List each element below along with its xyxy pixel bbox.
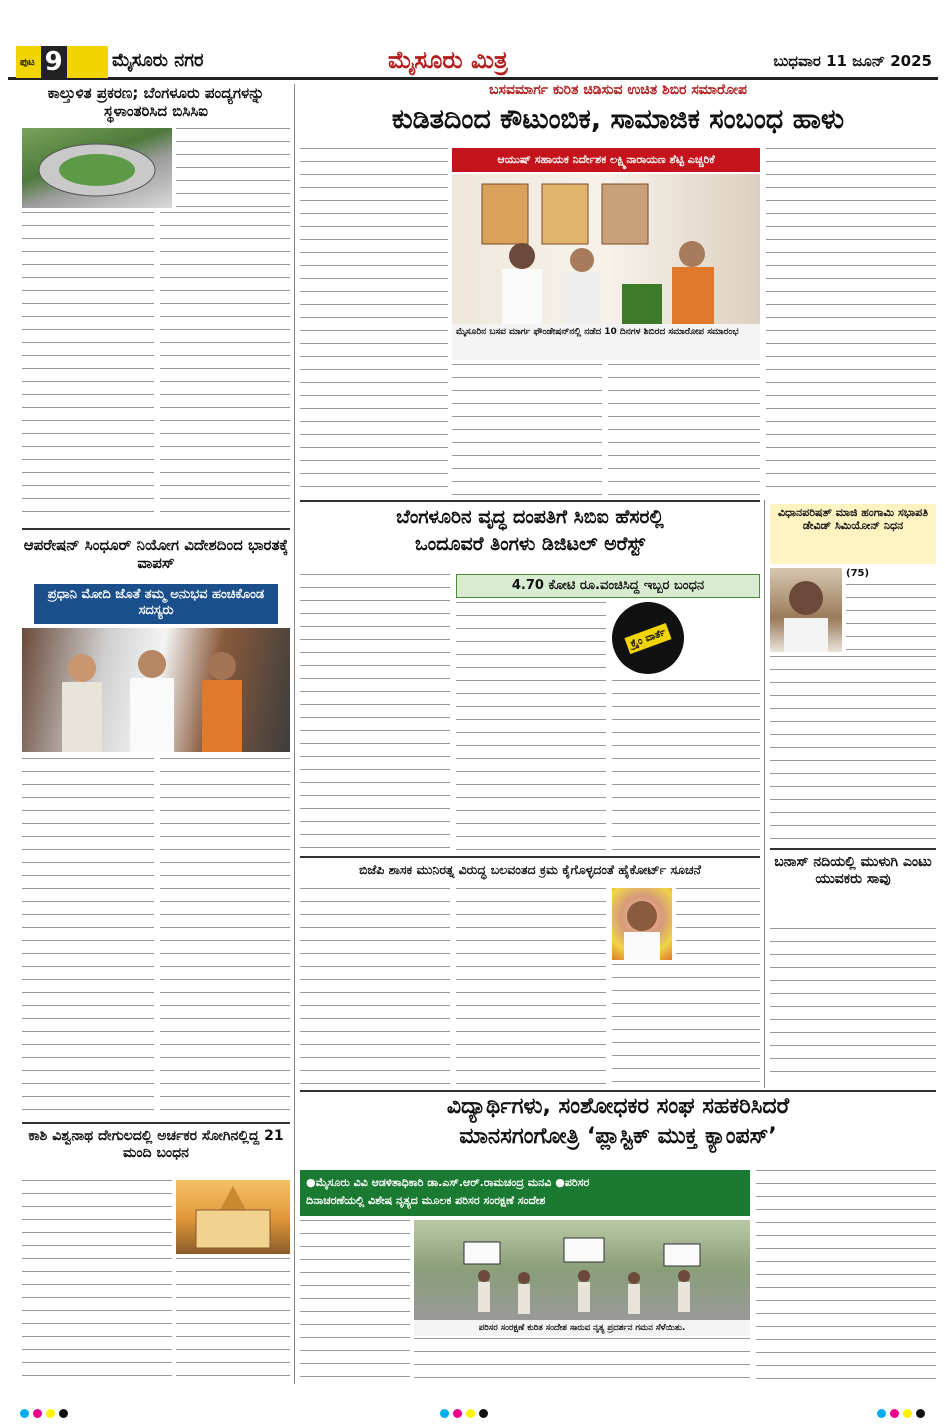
page-label: ಪುಟ [20,56,35,68]
plastic-headline-box [300,1094,936,1166]
section-name: ಮೈಸೂರು ನಗರ [112,50,204,71]
obit-age-box [846,568,936,580]
lead-headline: ಕುಡಿತದಿಂದ ಕೌಟುಂಬಿಕ, ಸಾಮಾಜಿಕ ಸಂಬಂಧ ಹಾಳು [391,104,845,135]
arrest-body-a [300,574,450,850]
kashi-temple-photo [176,1180,290,1254]
kashi-headline-box [22,1128,290,1176]
crime-badge [612,602,684,674]
lead-event-photo [452,174,760,324]
stadium-photo [22,128,172,208]
river-headline: ಬನಾಸ್ ನದಿಯಲ್ಲಿ ಮುಳುಗಿ ಎಂಟು ಯುವಕರು ಸಾವು [774,854,932,887]
temple-illustration [176,1180,290,1254]
plastic-green-line1: ●ಮೈಸೂರು ವಿವಿ ಆಡಳಿತಾಧಿಕಾರಿ ಡಾ.ಎಸ್.ಆರ್.ರಾಮಚಂದ್ರ ಮನವಿ ●ಪರಿಸರ [306,1176,590,1189]
stadium-illustration [22,128,172,208]
divider [22,528,290,530]
bjp-body-b [456,888,606,1084]
divider [300,1090,936,1092]
lead-photo-caption: ಮೈಸೂರಿನ ಬಸವ ಮಾರ್ಗ ಫೌಂಡೇಷನ್‌ನಲ್ಲಿ ನಡೆದ 10 ದಿನಗಳ ಶಿಬಿರದ ಸಮಾರೋಪ ಸಮಾರಂಭ [452,324,760,360]
registration-marks [440,1409,488,1418]
plastic-body-a [300,1220,410,1380]
obit-portrait [770,568,842,652]
lead-body-b [452,364,602,496]
lead-photo-banner: ಆಯುಷ್ ಸಹಾಯಕ ನಿರ್ದೇಶಕ ಲಕ್ಷ್ಮಿನಾರಾಯಣ ಶೆಟ್ಟಿ ಎಚ್ಚರಿಕೆ [452,148,760,172]
registration-marks [877,1409,925,1418]
sindoor-body-a [22,758,154,1118]
obit-body-b [770,656,936,844]
lead-body-c [608,364,760,496]
arrest-headline-box [300,506,760,570]
obit-headline: ವಿಧಾನಪರಿಷತ್ ಮಾಜಿ ಹಂಗಾಮಿ ಸಭಾಪತಿ ಡೇವಿಡ್ ಸಿಮಿಯೋನ್ ನಿಧನ [777,506,929,533]
plastic-green-line2: ದಿನಾಚರಣೆಯಲ್ಲಿ ವಿಶೇಷ ನೃತ್ಯದ ಮೂಲಕ ಪರಿಸರ ಸಂರಕ್ಷಣೆ ಸಂದೇಶ [306,1194,546,1207]
masthead [8,44,938,80]
sindoor-headline: ಆಪರೇಷನ್ ಸಿಂಧೂರ್ ನಿಯೋಗ ವಿದೇಶದಿಂದ ಭಾರತಕ್ಕೆ ವಾಪಸ್ [23,536,289,572]
lead-photo-banner-box [452,148,760,172]
divider [300,500,760,502]
crime-badge-label: ಕ್ರೈಂ ವಾರ್ತೆ [624,622,671,653]
issue-date: ಬುಧವಾರ 11 ಜೂನ್ 2025 [773,52,932,70]
column-rule [294,84,295,1384]
sindoor-body-b [160,758,290,1118]
arrest-headline-line1: ಬೆಂಗಳೂರಿನ ವೃದ್ಧ ದಂಪತಿಗೆ ಸಿಬಿಐ ಹೆಸರಲ್ಲಿ [396,506,664,528]
sindoor-delegation-photo [22,628,290,752]
registration-marks [20,1409,68,1418]
arrest-subhead: 4.70 ಕೋಟಿ ರೂ.ವಂಚಿಸಿದ್ದ ಇಬ್ಬರ ಬಂಧನ [511,578,705,593]
stadium-story-headline-box [22,84,290,124]
divider [300,856,760,858]
portrait-illustration [612,888,672,960]
plastic-body-b [414,1338,750,1380]
arrest-body-b [456,602,606,850]
river-headline-box [770,854,936,924]
bjp-body-a [300,888,450,1084]
paper-name: ಮೈಸೂರು ಮಿತ್ರ [388,46,508,74]
kashi-headline: ಕಾಶಿ ವಿಶ್ವನಾಥ ದೇಗುಲದಲ್ಲಿ ಅರ್ಚಕರ ಸೋಗಿನಲ್ಲಿದ್ದ 21 ಮಂದಿ ಬಂಧನ [28,1128,284,1161]
bjp-body-d [612,964,760,1084]
arrest-headline-line2: ಒಂದೂವರೆ ತಿಂಗಳು ಡಿಜಿಟಲ್ ಅರೆಸ್ಟ್ [414,532,646,555]
people-illustration [22,628,290,752]
obit-age: (75) [846,568,870,579]
plastic-photo-caption: ಪರಿಸರ ಸಂರಕ್ಷಣೆ ಕುರಿತ ಸಂದೇಶ ಸಾರುವ ನೃತ್ಯ ಪ್ರದರ್ಶನ ಗಮನ ಸೆಳೆಯಿತು. [414,1320,750,1336]
sindoor-subhead: ಪ್ರಧಾನಿ ಮೋದಿ ಜೊತೆ ತಮ್ಮ ಅನುಭವ ಹಂಚಿಕೊಂಡ ಸದಸ್ಯರು [47,587,265,618]
stadium-story-body-b [22,212,154,522]
column-rule [764,500,765,1088]
stadium-story-body-a [176,128,290,208]
plastic-dance-photo [414,1220,750,1320]
plastic-headline-line1: ವಿದ್ಯಾರ್ಥಿಗಳು, ಸಂಶೋಧಕರ ಸಂಘ ಸಹಕರಿಸಿದರೆ [446,1094,790,1119]
munirathna-photo [612,888,672,960]
sindoor-headline-box [22,536,290,582]
lead-headline-box [300,104,936,144]
lead-body-d [766,148,936,496]
bjp-headline: ಬಿಜೆಪಿ ಶಾಸಕ ಮುನಿರತ್ನ ವಿರುದ್ಧ ಬಲವಂತದ ಕ್ರಮ ಕೈಗೊಳ್ಳದಂತೆ ಹೈಕೋರ್ಟ್ ಸೂಚನೆ [358,862,702,877]
stadium-story-headline: ಕಾಲ್ತುಳಿತ ಪ್ರಕರಣ; ಬೆಂಗಳೂರು ಪಂದ್ಯಗಳನ್ನು ಸ್ಥಳಾಂತರಿಸಿದ ಬಿಸಿಸಿಐ [47,84,265,120]
lead-kicker-box [300,82,936,104]
bjp-body-c [676,888,760,960]
plastic-headline-line2: ಮಾನಸಗಂಗೋತ್ರಿ ‘ಪ್ಲಾಸ್ಟಿಕ್ ಮುಕ್ತ ಕ್ಯಾಂಪಸ್’ [459,1124,777,1150]
plastic-green-box [300,1170,750,1216]
stadium-story-body-c [160,212,290,522]
obit-headline-box [770,504,936,564]
obit-body-a [846,584,936,652]
dancers-illustration [414,1220,750,1320]
page-number: 9 [41,46,67,78]
plastic-body-c [756,1170,936,1380]
lead-body-a [300,148,448,496]
divider [22,1122,290,1124]
people-illustration [452,174,760,324]
kashi-body-a [22,1180,172,1380]
lead-kicker: ಬಸವಮಾರ್ಗ ಕುರಿತ ಚಿಡಿಸುವ ಉಚಿತ ಶಿಬಿರ ಸಮಾರೋಪ [489,82,747,98]
arrest-subhead-box [456,574,760,598]
portrait-illustration [770,568,842,652]
kashi-body-b [176,1258,290,1380]
bjp-headline-box [300,862,760,884]
sindoor-subhead-box [34,584,278,624]
river-body [770,928,936,1084]
divider [770,848,936,850]
page-number-box [16,46,108,78]
arrest-body-c [612,680,760,850]
